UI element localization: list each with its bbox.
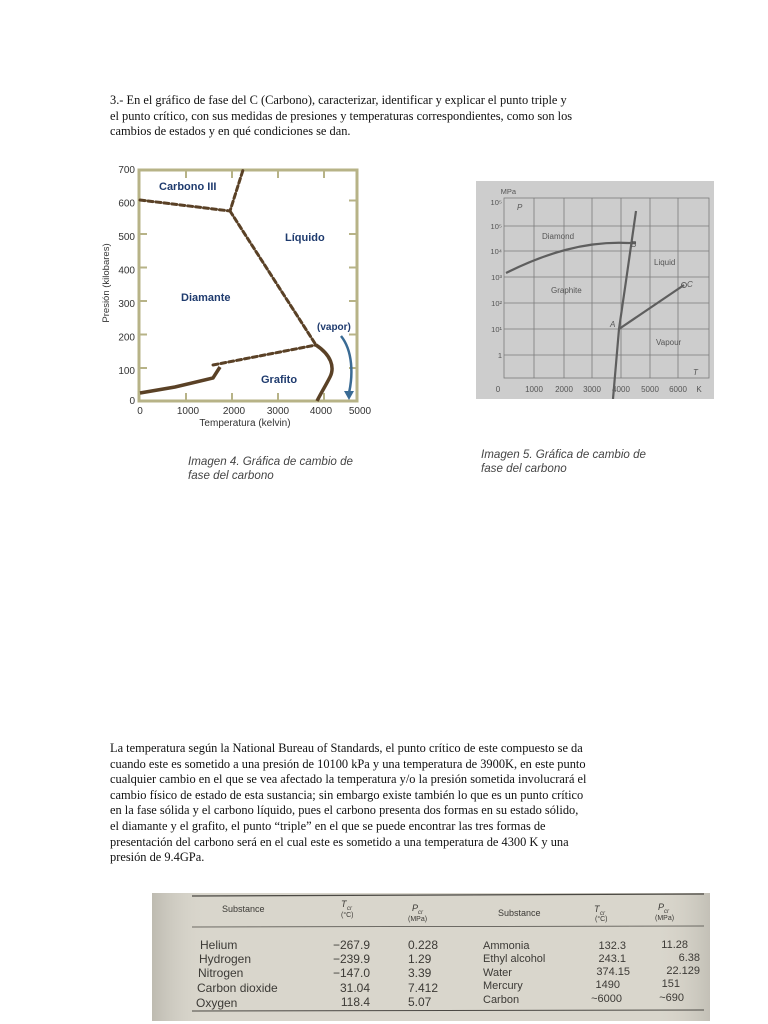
- figure5-axis-p: P: [517, 203, 523, 212]
- figure5-ytick: 10³: [491, 273, 502, 282]
- figure5-point-c: C: [687, 280, 693, 289]
- table-cell-tcr: 1490: [595, 979, 620, 991]
- table-header-pcr-left: P: [412, 903, 419, 913]
- figure5-xtick: K: [696, 385, 702, 394]
- region-label-vapor: (vapor): [317, 322, 351, 333]
- table-cell-substance: Ethyl alcohol: [483, 953, 546, 965]
- question-line-2: el punto crítico, con sus medidas de presiones y temperaturas correspondientes, como son los: [110, 108, 573, 123]
- figure5-xtick: 0: [495, 385, 501, 394]
- table-cell-pcr: 151: [661, 978, 680, 990]
- table-cell-substance: Carbon: [483, 994, 520, 1006]
- paragraph-line-7: presentación del carbono será en el cual este es sometido a una temperatura de 4300 K y una: [110, 834, 569, 849]
- table-cell-pcr: 6.38: [678, 952, 700, 964]
- figure4-ytick: 700: [118, 165, 135, 176]
- table-header-pcr-right: P: [658, 902, 665, 912]
- figure5-unit: MPa: [500, 187, 516, 196]
- figure4-xtick: 1000: [176, 406, 200, 417]
- table-header-tcr-left: T: [341, 899, 347, 909]
- figure4-ylabel: Presión (kilobares): [101, 243, 112, 323]
- figure5-xtick: 5000: [641, 385, 659, 394]
- table-cell-pcr: 1.29: [408, 952, 432, 966]
- table-cell-tcr: −267.9: [332, 938, 370, 952]
- figure5-point-b: B: [631, 240, 637, 249]
- table-cell-tcr: −147.0: [332, 966, 370, 980]
- figure4-ytick: 0: [129, 396, 135, 407]
- table-header-substance-left: Substance: [222, 904, 265, 914]
- figure4-xtick: 2000: [222, 406, 246, 417]
- table-header-pcr-unit-left: (MPa): [408, 916, 428, 923]
- table-cell-pcr: 3.39: [408, 966, 432, 980]
- figure5-ytick: 10¹: [491, 325, 502, 334]
- figure5-xtick: 1000: [525, 385, 543, 394]
- table-cell-pcr: ~690: [659, 992, 684, 1004]
- figure5-point-a: A: [610, 320, 616, 329]
- table-cell-tcr: 118.4: [340, 995, 370, 1009]
- region-label-carbono-iii: Carbono III: [159, 181, 217, 193]
- figure5-caption-line-1: Imagen 5. Gráfica de cambio de: [481, 448, 646, 461]
- figure5-phase-diagram-photo: [476, 181, 714, 399]
- figure5-xtick: 4000: [612, 385, 630, 394]
- table-cell-substance: Helium: [200, 938, 238, 952]
- table-cell-pcr: 7.412: [408, 981, 439, 995]
- paragraph-line-6: el diamante y el grafito, el punto “triple” en el que se puede encontrar las tres formas de: [110, 819, 546, 833]
- table-header-substance-right: Substance: [498, 908, 541, 918]
- figure5-ytick: 10⁵: [490, 198, 502, 207]
- figure4-ytick: 200: [118, 332, 135, 344]
- paragraph-line-1: La temperatura según la National Bureau of Standards, el punto crítico de este compuesto se da: [110, 741, 583, 755]
- table-cell-tcr: 31.04: [339, 981, 370, 995]
- table-header-pcr-unit-right: (MPa): [655, 915, 675, 922]
- figure4-phase-diagram: [95, 155, 385, 435]
- paragraph-line-5: en la fase sólida y el carbono líquido, pues el carbono presenta dos formas en su estado sólido,: [110, 803, 579, 818]
- table-cell-tcr: 243.1: [598, 953, 626, 965]
- table-cell-tcr: 132.3: [598, 940, 626, 952]
- figure5-axis-t: T: [693, 368, 698, 377]
- table-cell-substance: Oxygen: [196, 996, 238, 1010]
- question-line-1: 3.- En el gráfico de fase del C (Carbono), caracterizar, identificar y explicar el punto triple y: [110, 93, 567, 107]
- figure4-ytick: 600: [118, 198, 135, 210]
- figure5-region-liquid: Liquid: [654, 258, 676, 267]
- figure4-caption-line-2: fase del carbono: [188, 469, 274, 482]
- figure5-caption-line-2: fase del carbono: [481, 462, 567, 475]
- figure4-ytick: 400: [118, 265, 135, 277]
- figure5-xtick: 3000: [583, 385, 601, 394]
- figure5-ytick: 10⁵: [490, 222, 502, 231]
- table-header-tcr-sub-left: cr: [347, 906, 352, 912]
- figure4-xlabel: Temperatura (kelvin): [199, 418, 291, 429]
- table-header-tcr-right: T: [594, 904, 600, 914]
- table-cell-pcr: 5.07: [408, 995, 432, 1009]
- figure5-ytick: 10⁴: [490, 247, 502, 256]
- table-header-pcr-sub-left: cr: [418, 910, 423, 916]
- table-cell-substance: Hydrogen: [199, 952, 252, 966]
- region-label-grafito: Grafito: [261, 374, 298, 386]
- figure5-xtick: 2000: [555, 385, 573, 394]
- table-header-tcr-unit-left: (°C): [341, 912, 354, 919]
- figure4-ytick: 500: [118, 232, 135, 243]
- table-cell-substance: Nitrogen: [198, 966, 244, 980]
- figure5-region-vapour: Vapour: [656, 338, 682, 347]
- figure4-ytick: 300: [118, 299, 135, 310]
- figure4-xtick: 4000: [309, 406, 333, 417]
- figure5-region-diamond: Diamond: [542, 232, 575, 241]
- table-header-tcr-sub-right: cr: [600, 911, 605, 917]
- figure5-region-graphite: Graphite: [551, 286, 582, 295]
- table-cell-tcr: 374.15: [596, 966, 630, 978]
- figure5-xtick: 6000: [669, 385, 687, 394]
- region-label-diamante: Diamante: [181, 292, 231, 304]
- table-cell-substance: Carbon dioxide: [197, 981, 278, 995]
- figure4-xtick: 5000: [348, 406, 372, 417]
- figure4-caption-line-1: Imagen 4. Gráfica de cambio de: [188, 455, 353, 468]
- table-cell-pcr: 22.129: [666, 965, 700, 977]
- region-label-liquido: Líquido: [285, 232, 325, 244]
- table-cell-tcr: −239.9: [332, 952, 370, 966]
- figure4-ytick: 100: [118, 366, 135, 377]
- figure5-ytick: 10²: [491, 299, 502, 308]
- table-cell-substance: Mercury: [483, 980, 523, 992]
- paragraph-line-4: cambio físico de estado de esta sustancia; sin embargo existe también lo que es un punto crítico: [110, 787, 584, 802]
- critical-constants-table-photo: [152, 893, 710, 1021]
- table-header-pcr-sub-right: cr: [664, 909, 669, 915]
- figure5-ytick: 1: [497, 351, 502, 360]
- paragraph-line-2: cuando este es sometido a una presión de 10100 kPa y una temperatura de 3900K, en este punto: [110, 756, 586, 771]
- table-cell-substance: Water: [483, 967, 512, 979]
- table-cell-tcr: ~6000: [591, 993, 622, 1005]
- question-line-3: cambios de estados y en qué condiciones se dan.: [110, 124, 351, 139]
- table-header-tcr-unit-right: (°C): [595, 916, 608, 923]
- figure4-xtick: 3000: [266, 406, 290, 417]
- paragraph-line-8: presión de 9.4GPa.: [110, 850, 205, 865]
- table-cell-substance: Ammonia: [483, 940, 530, 952]
- table-cell-pcr: 0.228: [408, 938, 439, 952]
- figure4-xtick: 0: [137, 406, 143, 417]
- table-cell-pcr: 11.28: [661, 939, 688, 951]
- paragraph-line-3: cualquier cambio en el que se vea afectado la temperatura y/o la presión sometida involucrará el: [110, 772, 587, 787]
